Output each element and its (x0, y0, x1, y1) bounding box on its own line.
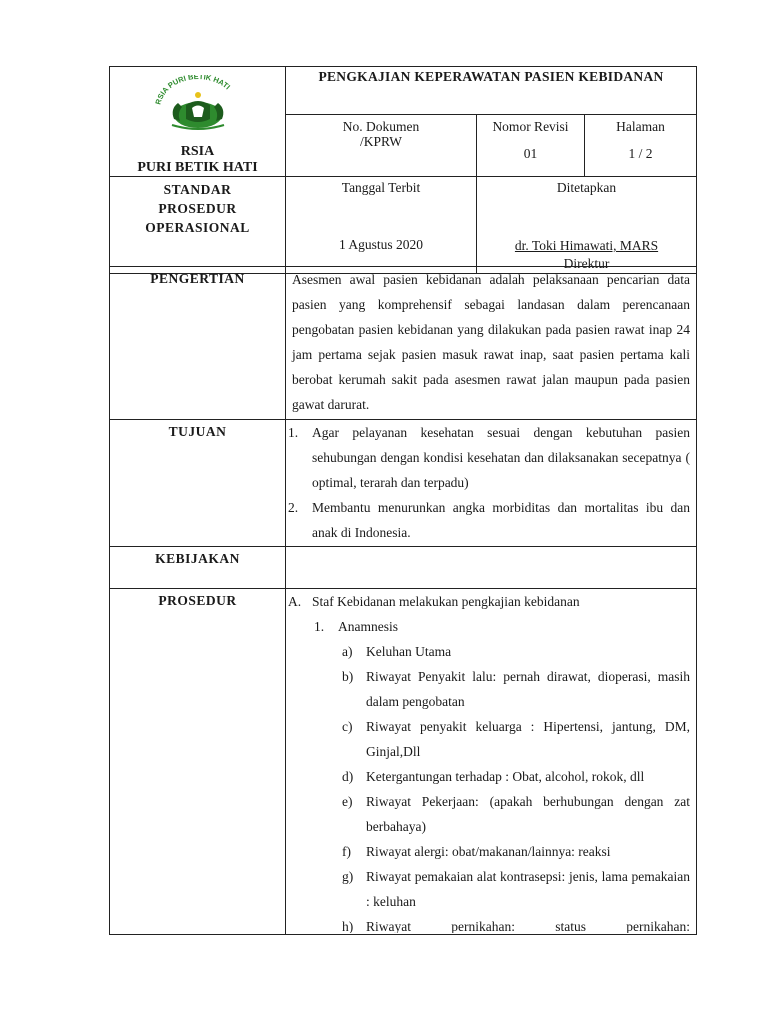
page-label: Halaman (616, 118, 665, 134)
issue-date-value: 1 Agustus 2020 (338, 237, 423, 252)
sub-item-text: Riwayat penyakit keluarga : Hipertensi, jantung, DM, Ginjal,Dll (366, 719, 690, 759)
procedure-step-a (288, 589, 690, 614)
issue-date-cell (286, 177, 477, 274)
pengertian-cell (286, 267, 697, 420)
revision-value: 01 (523, 145, 538, 161)
tujuan-label: TUJUAN (110, 420, 286, 547)
revision-cell (477, 114, 585, 176)
procedure-step-1 (288, 614, 690, 639)
sub-item-text: Riwayat Pekerjaan: (apakah berhubungan dengan zat berbahaya) (366, 794, 690, 834)
sop-line2: PROSEDUR (158, 201, 237, 216)
sub-item-text: Riwayat Penyakit lalu: pernah dirawat, dioperasi, masih dalam pengobatan (366, 669, 690, 709)
list-item (342, 714, 690, 764)
kebijakan-label: KEBIJAKAN (110, 547, 286, 589)
list-item (288, 495, 696, 545)
step-1-number: 1. (314, 619, 325, 634)
sub-item-letter: e) (342, 794, 353, 809)
director-name: dr. Toki Himawati, MARS (514, 238, 659, 253)
page-cell (585, 114, 697, 176)
doc-number-value: /KPRW (359, 133, 402, 149)
sub-item-text: Keluhan Utama (366, 644, 452, 659)
prosedur-cell (286, 589, 697, 935)
list-item (342, 839, 690, 864)
document-title: PENGKAJIAN KEPERAWATAN PASIEN KEBIDANAN (286, 67, 697, 115)
step-a-text: Staf Kebidanan melakukan pengkajian kebidanan (312, 594, 580, 609)
sub-item-text: Riwayat pernikahan: status pernikahan: (366, 919, 690, 933)
list-item (342, 764, 690, 789)
doc-number-cell (286, 114, 477, 176)
approval-label: Ditetapkan (556, 180, 617, 195)
list-item-number: 1. (288, 425, 299, 440)
page-value: 1 / 2 (628, 145, 653, 161)
hospital-name-line1: RSIA (180, 144, 215, 159)
doc-number-label: No. Dokumen (342, 118, 420, 134)
tujuan-cell (286, 420, 697, 547)
sop-body-table (109, 266, 697, 935)
director-role: Direktur (563, 256, 610, 271)
step-a-letter: A. (288, 594, 302, 609)
sub-item-text: Riwayat pemakaian alat kontrasepsi: jenis, lama pemakaian : keluhan (366, 869, 690, 909)
sop-header-table (109, 66, 697, 274)
pengertian-label: PENGERTIAN (110, 267, 286, 420)
list-item (342, 914, 690, 933)
hospital-name-line2: PURI BETIK HATI (137, 160, 258, 175)
issue-date-label: Tanggal Terbit (341, 180, 421, 195)
list-item (342, 864, 690, 914)
list-item (288, 420, 696, 495)
sub-item-letter: d) (342, 769, 354, 784)
step-1-text: Anamnesis (338, 619, 398, 634)
logo-cell (110, 67, 286, 177)
sub-item-letter: b) (342, 669, 354, 684)
hospital-logo (152, 75, 244, 133)
sub-item-text: Ketergantungan terhadap : Obat, alcohol, rokok, dll (366, 769, 645, 784)
list-item-number: 2. (288, 500, 299, 515)
list-item-text: Membantu menurunkan angka morbiditas dan mortalitas ibu dan anak di Indonesia. (312, 500, 690, 540)
logo-text: RSIA PURI BETIK HATI (152, 75, 232, 106)
sub-item-letter: c) (342, 719, 353, 734)
list-item (342, 664, 690, 714)
sub-item-letter: a) (342, 644, 353, 659)
sop-line3: OPERASIONAL (145, 220, 250, 235)
revision-label: Nomor Revisi (492, 118, 569, 134)
sub-item-letter: f) (342, 844, 351, 859)
list-item (342, 789, 690, 839)
prosedur-label: PROSEDUR (110, 589, 286, 935)
approval-cell (477, 177, 697, 274)
sop-line1: STANDAR (163, 182, 232, 197)
kebijakan-cell (286, 547, 697, 589)
list-item (342, 639, 690, 664)
svg-text:RSIA PURI BETIK HATI (153, 75, 232, 106)
sub-item-text: Riwayat alergi: obat/makanan/lainnya: reaksi (366, 844, 611, 859)
sub-item-letter: g) (342, 869, 354, 884)
list-item-text: Agar pelayanan kesehatan sesuai dengan kebutuhan pasien sehubungan dengan kondisi kesehatan dan dilaksanakan secepatnya ( optimal, terarah dan terpadu) (312, 425, 690, 490)
sop-label-cell (110, 177, 286, 274)
sub-item-letter: h) (342, 919, 354, 933)
pengertian-text: Asesmen awal pasien kebidanan adalah pelaksanaan pencarian data pasien yang komprehensif sebagai landasan dalam perencanaan pengobatan pasien kebidanan yang dilakukan pada pasien rawat inap 24 jam pertama sejak pasien masuk rawat inap, saat pasien pertama kali berobat kerumah sakit pada asesmen rawat jalan maupun pada pasien gawat darurat. (292, 272, 690, 412)
